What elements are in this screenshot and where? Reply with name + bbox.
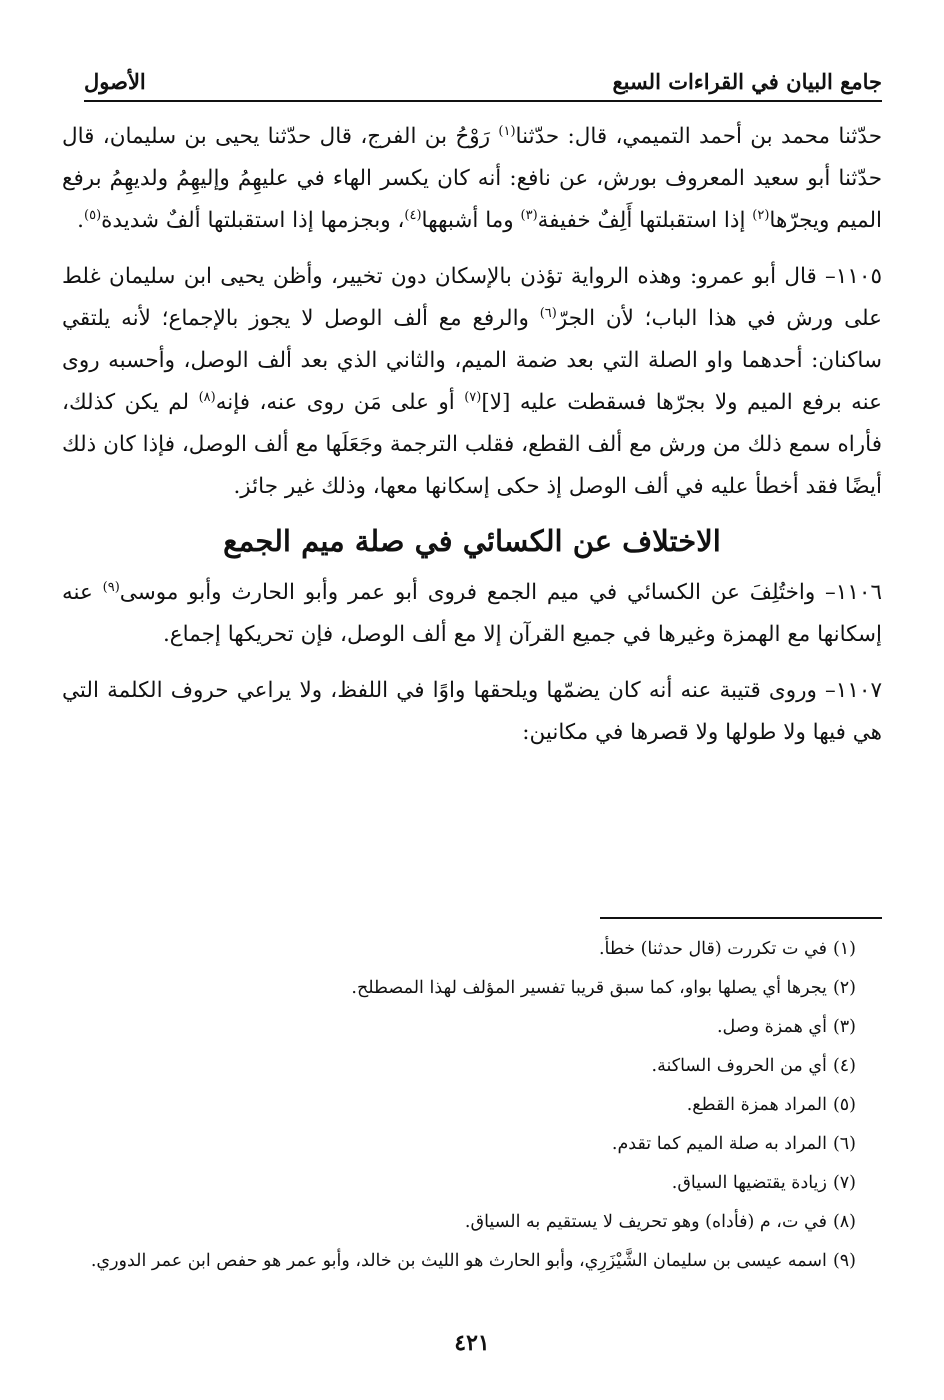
main-text [62,116,882,754]
footnote-ref-3[interactable]: (٣) [520,207,538,223]
text-run: . [77,208,85,233]
text-run: وما أشبهها [421,208,521,233]
footnote-6 [84,1125,856,1164]
footnote-number: (١) [832,939,856,959]
footnote-text: اسمه عيسى بن سليمان الشَّيْزَرِي، وأبو الحارث هو الليث بن خالد، وأبو عمر هو حفص ابن عمر الدوري. [90,1251,827,1271]
footnote-number: (٣) [832,1017,856,1037]
footnote-number: (٧) [832,1173,856,1193]
paragraph-1105 [62,256,882,508]
footnote-5 [84,1086,856,1125]
footnote-number: (٥) [832,1095,856,1115]
text-run: حدّثنا محمد بن أحمد التميمي، قال: حدّثنا [515,124,882,149]
footnote-text: أي همزة وصل. [716,1017,827,1037]
section-title: الأصول [84,69,146,94]
paragraph-1 [62,116,882,242]
text-run: ، وبجزمها إذا استقبلتها ألفٌ شديدة [101,208,405,233]
footnote-text: في ت، م (فأداه) وهو تحريف لا يستقيم به السياق. [464,1212,827,1232]
footnote-divider [600,917,882,919]
footnote-7 [84,1164,856,1203]
footnote-9 [84,1242,856,1281]
footnote-number: (٦) [832,1134,856,1154]
footnote-ref-8[interactable]: (٨) [198,389,216,405]
footnote-text: المراد همزة القطع. [686,1095,827,1115]
footnote-text: يجرها أي يصلها بواو، كما سبق قريبا تفسير المؤلف لهذا المصطلح. [351,978,827,998]
footnote-ref-5[interactable]: (٥) [84,207,102,223]
text-run: إذا استقبلتها أَلِفٌ خفيفة [537,208,753,233]
footnote-ref-6[interactable]: (٦) [539,305,557,321]
footnote-ref-1[interactable]: (١) [498,123,516,139]
footnote-4 [84,1047,856,1086]
footnote-number: (٤) [832,1056,856,1076]
footnote-ref-2[interactable]: (٢) [752,207,770,223]
footnote-text: في ت تكررت (قال حدثنا) خطأ. [598,939,827,959]
footnote-number: (٢) [832,978,856,998]
footnotes [84,930,856,1281]
footnote-text: المراد به صلة الميم كما تقدم. [611,1134,827,1154]
text-run: رَوْحُ بن الفرج، قال حدّثنا يحيى بن سليمان، قال حدّثنا أبو سعيد المعروف بورش، عن نافع: أنه كان يكسر الهاء في عليهِمُ وإليهِمُ ولديهِمُ برفع الميم ويجرّها [62,124,882,233]
footnote-text: أي من الحروف الساكنة. [651,1056,827,1076]
text-run: والرفع مع ألف الوصل لا يجوز بالإجماع؛ لأنه يلتقي ساكنان: أحدهما واو الصلة التي بعد ضمة الميم، والثاني الذي بعد ألف الوصل، وأحسبه روى عنه برفع الميم ولا بجرّها فسقطت عليه [لا] [62,306,882,415]
page-number: ٤٢١ [454,1330,490,1356]
footnote-2 [84,969,856,1008]
paragraph-1106 [62,572,882,656]
paragraph-1107: ١١٠٧– وروى قتيبة عنه أنه كان يضمّها ويلحقها واوًا في اللفظ، ولا يراعي حروف الكلمة التي هي فيها ولا طولها ولا قصرها في مكانين: [62,678,882,745]
book-title: جامع البيان في القراءات السبع [612,69,882,94]
text-run: لم يكن كذلك، فأراه سمع ذلك من ورش مع ألف القطع، فقلب الترجمة وجَعَلَها مع ألف الوصل، فإذا كان ذلك أيضًا فقد أخطأ عليه في ألف الوصل إذ حكى إسكانها معها، وذلك غير جائز. [62,390,882,499]
footnote-3 [84,1008,856,1047]
text-run: أو على مَن روى عنه، فإنه [215,390,465,415]
footnote-ref-4[interactable]: (٤) [404,207,422,223]
footnote-8 [84,1203,856,1242]
footnote-1 [84,930,856,969]
footnote-ref-7[interactable]: (٧) [464,389,482,405]
running-header [84,66,882,102]
text-run: ١١٠٥– قال أبو عمرو: وهذه الرواية تؤذن بالإسكان دون تخيير، وأظن يحيى ابن سليمان غلط على ورش في هذا الباب؛ لأن الجرّ [62,264,882,331]
footnote-text: زيادة يقتضيها السياق. [671,1173,827,1193]
footnote-ref-9[interactable]: (٩) [102,579,120,595]
footnote-number: (٩) [832,1251,856,1271]
text-run: عنه إسكانها مع الهمزة وغيرها في جميع القرآن إلا مع ألف الوصل، فإن تحريكها إجماع. [62,580,882,647]
text-run: ١١٠٦– واختُلِفَ عن الكسائي في ميم الجمع فروى أبو عمر وأبو الحارث وأبو موسى [119,580,882,605]
section-heading: الاختلاف عن الكسائي في صلة ميم الجمع [223,524,721,558]
footnote-number: (٨) [832,1212,856,1232]
